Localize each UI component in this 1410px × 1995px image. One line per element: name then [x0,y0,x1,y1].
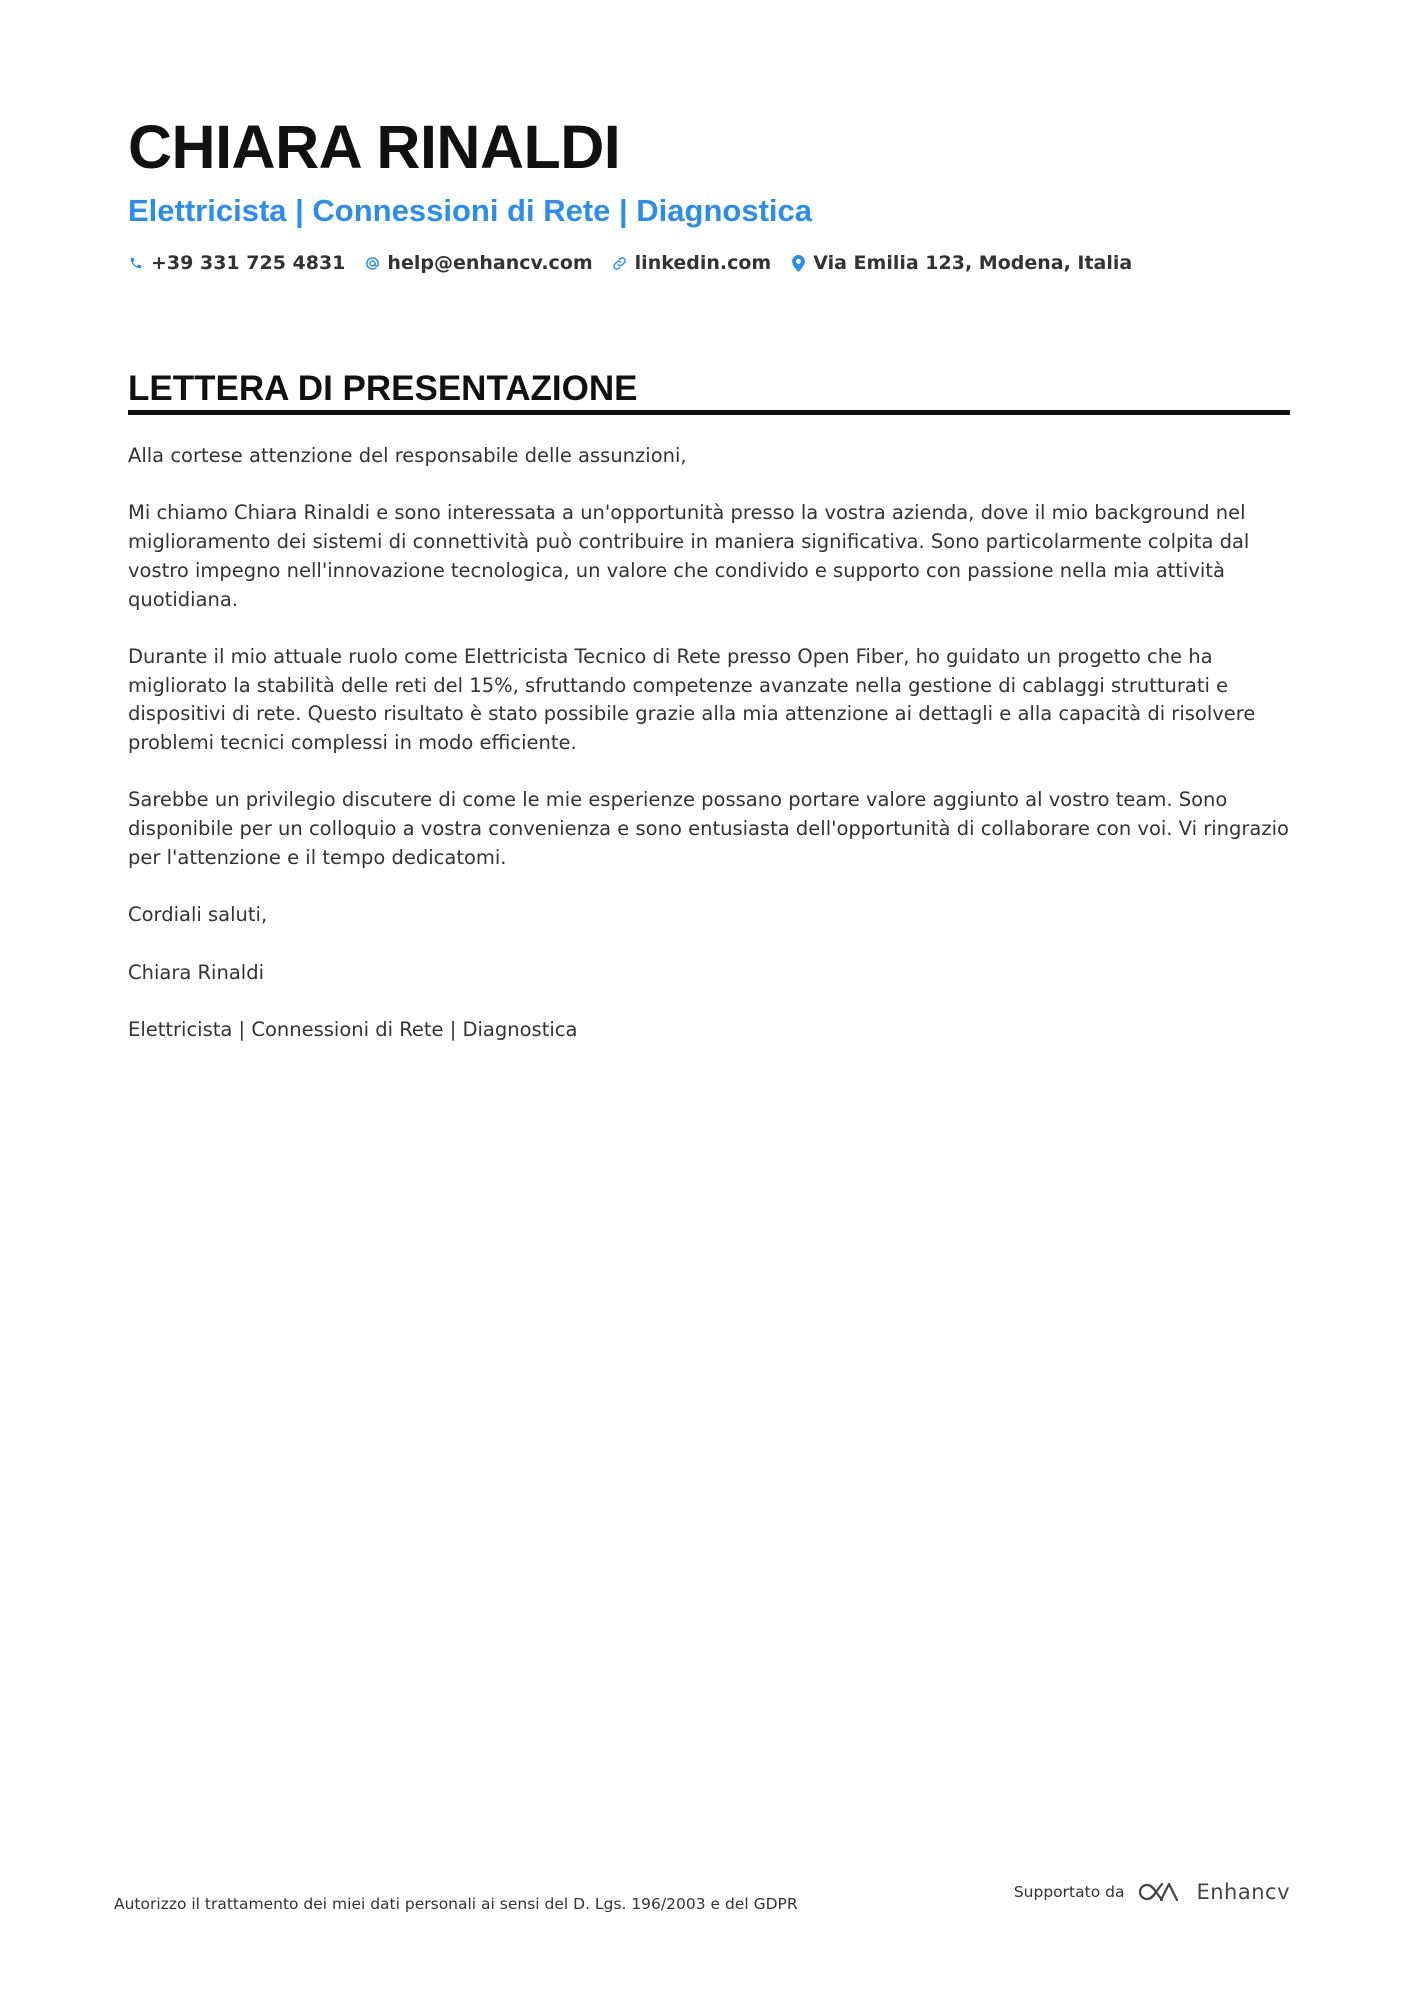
contact-address [790,252,1132,274]
contact-phone [128,252,345,274]
section-divider [128,410,1290,415]
contact-phone-text: +39 331 725 4831 [151,252,346,274]
letter-paragraph: Mi chiamo Chiara Rinaldi e sono interessata a un'opportunità presso la vostra azienda, dove il mio background nel miglioramento dei sistemi di connettività può contribuire in maniera significativa. Sono particolarmente colpita dal vostro impegno nell'innovazione tecnologica, un valore che condivido e supporto con passione nella mia attività quotidiana. [128,501,1250,611]
enhancv-logo-icon [1136,1880,1182,1904]
letter-body [128,442,1290,1073]
section-title: LETTERA DI PRESENTAZIONE [128,369,638,408]
contact-email-text: help@enhancv.com [387,252,593,274]
brand-name: Enhancv [1196,1880,1290,1904]
contact-email[interactable] [364,252,592,274]
letter-paragraph: Durante il mio attuale ruolo come Elettricista Tecnico di Rete presso Open Fiber, ho guidato un progetto che ha migliorato la stabilità delle reti del 15%, sfruttando competenze avanzate nella gestione di cablaggi strutturati e dispositivi di rete. Questo risultato è stato possibile grazie alla mia attenzione ai dettagli e alla capacità di risolvere problemi tecnici complessi in modo efficiente. [128,644,1256,754]
letter-closing: Cordiali saluti, [128,903,268,927]
powered-by[interactable] [1014,1880,1290,1904]
location-pin-icon [790,254,806,272]
letter-greeting: Alla cortese attenzione del responsabile delle assunzioni, [128,444,687,467]
candidate-name: CHIARA RINALDI [128,113,621,181]
contact-info [128,252,1151,274]
privacy-consent: Autorizzo il trattamento dei miei dati personali ai sensi del D. Lgs. 196/2003 e del GDPR [114,1895,798,1913]
contact-address-text: Via Emilia 123, Modena, Italia [813,252,1133,274]
contact-linkedin[interactable] [612,252,772,274]
signature-title: Elettricista | Connessioni di Rete | Diagnostica [128,1017,578,1041]
link-icon [612,254,628,272]
at-icon [364,254,380,272]
phone-icon [128,254,144,272]
powered-by-label: Supportato da [1013,1883,1125,1901]
candidate-headline: Elettricista | Connessioni di Rete | Diagnostica [128,193,812,228]
signature-name: Chiara Rinaldi [128,960,264,984]
contact-linkedin-text: linkedin.com [634,252,772,274]
letter-paragraph: Sarebbe un privilegio discutere di come le mie esperienze possano portare valore aggiunto al vostro team. Sono disponibile per un colloquio a vostra convenienza e sono entusiasta dell'opportunità di collaborare con voi. Vi ringrazio per l'attenzione e il tempo dedicatomi. [128,788,1289,869]
